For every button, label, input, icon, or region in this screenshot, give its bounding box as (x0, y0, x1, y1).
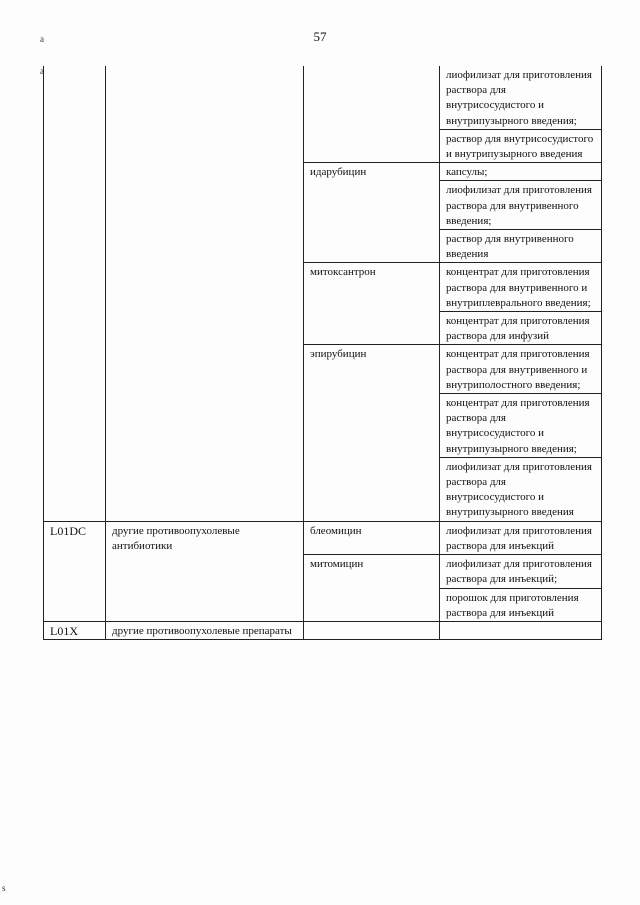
scan-mark-top: a (40, 34, 44, 44)
table-row (44, 521, 602, 554)
dosage-form-cell: концентрат для приготовления раствора для инфузий (440, 312, 602, 345)
atc-code-cell: L01DC (44, 521, 106, 621)
dosage-form-cell: раствор для внутрисосудистого и внутрипузырного введения (440, 129, 602, 162)
table-row (44, 66, 602, 129)
dosage-form-cell: концентрат для приготовления раствора для внутрисосудистого и внутрипузырного введения; (440, 394, 602, 458)
drug-name-cell: эпирубицин (304, 345, 440, 521)
dosage-form-cell: лиофилизат для приготовления раствора для инъекций (440, 521, 602, 554)
group-name-cell: другие противоопухолевые препараты (106, 621, 304, 639)
dosage-form-cell: концентрат для приготовления раствора для внутривенного и внутриполостного введения; (440, 345, 602, 394)
drug-name-cell (304, 621, 440, 639)
drug-table (43, 66, 602, 640)
dosage-form-cell: лиофилизат для приготовления раствора для инъекций; (440, 555, 602, 588)
dosage-form-cell: лиофилизат для приготовления раствора для внутрисосудистого и внутрипузырного введения (440, 457, 602, 521)
page-number: 57 (313, 29, 327, 44)
dosage-form-cell: капсулы; (440, 163, 602, 181)
dosage-form-cell: лиофилизат для приготовления раствора для внутривенного введения; (440, 181, 602, 230)
group-name-cell (106, 66, 304, 521)
dosage-form-cell: лиофилизат для приготовления раствора для внутрисосудистого и внутрипузырного введения; (440, 66, 602, 129)
dosage-form-cell: концентрат для приготовления раствора для внутривенного и внутриплеврального введения; (440, 263, 602, 312)
dosage-form-cell: порошок для приготовления раствора для инъекций (440, 588, 602, 621)
group-name-cell: другие противоопухолевые антибиотики (106, 521, 304, 621)
table-row (44, 621, 602, 639)
drug-name-cell: митомицин (304, 555, 440, 622)
dosage-form-cell (440, 621, 602, 639)
atc-code-cell (44, 66, 106, 521)
drug-name-cell: митоксантрон (304, 263, 440, 345)
scan-mark-side: a (40, 66, 44, 76)
atc-code-cell: L01X (44, 621, 106, 639)
drug-name-cell: блеомицин (304, 521, 440, 554)
drug-name-cell (304, 66, 440, 163)
scan-mark-bottom: s (2, 883, 6, 893)
drug-name-cell: идарубицин (304, 163, 440, 263)
dosage-form-cell: раствор для внутривенного введения (440, 230, 602, 263)
